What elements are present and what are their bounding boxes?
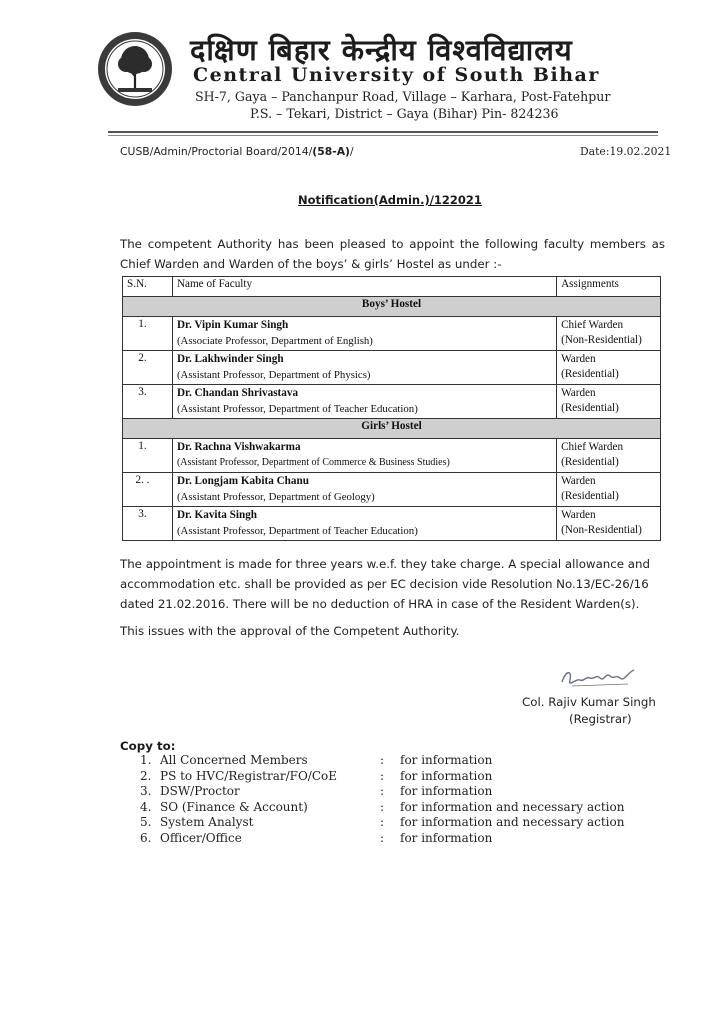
list-item	[140, 753, 640, 769]
item-recipient: PS to HVC/Registrar/FO/CoE	[160, 768, 338, 783]
item-recipient: DSW/Proctor	[160, 784, 240, 798]
assignment-cell	[557, 385, 661, 419]
faculty-designation: (Assistant Professor, Department of Geology)	[176, 491, 375, 503]
assignment-cell	[557, 351, 661, 385]
item-purpose: for information and necessary action	[400, 799, 625, 814]
table-row	[123, 385, 661, 419]
item-separator: :	[380, 799, 385, 814]
serial-number: 2.	[123, 351, 173, 385]
faculty-name: Dr. Kavita Singh	[176, 509, 258, 521]
address-line-2: P.S. – Tekari, District – Gaya (Bihar) Pin- 824236	[250, 106, 559, 121]
table-row	[123, 317, 661, 351]
assignment-type: (Residential)	[561, 490, 619, 502]
item-number: 3.	[140, 784, 152, 798]
list-item	[140, 831, 640, 847]
faculty-designation: (Assistant Professor, Department of Teacher Education)	[176, 525, 418, 537]
faculty-name: Dr. Chandan Shrivastava	[176, 387, 299, 399]
assignment-type: (Non-Residential)	[561, 334, 642, 346]
approval-line: This issues with the approval of the Competent Authority.	[120, 624, 460, 638]
item-purpose: for information	[400, 784, 493, 798]
item-separator: :	[380, 784, 385, 798]
item-recipient: All Concerned Members	[160, 753, 308, 767]
assignment-role: Warden	[561, 475, 596, 487]
list-item	[140, 815, 640, 831]
faculty-designation: (Assistant Professor, Department of Physics)	[176, 369, 371, 381]
letterhead-divider-thin	[108, 135, 658, 136]
item-separator: :	[380, 815, 385, 829]
faculty-designation: (Associate Professor, Department of English)	[176, 335, 373, 347]
faculty-cell	[172, 351, 556, 385]
copy-to-list	[140, 753, 640, 846]
faculty-designation: (Assistant Professor, Department of Commerce & Business Studies)	[176, 457, 450, 468]
university-logo-icon	[96, 30, 174, 108]
column-header-assignments: Assignments	[557, 277, 661, 297]
assignment-type: (Non-Residential)	[561, 524, 642, 536]
item-purpose: for information and necessary action	[400, 815, 625, 829]
table-row	[123, 507, 661, 541]
assignment-type: (Residential)	[561, 456, 619, 468]
item-recipient: SO (Finance & Account)	[160, 799, 308, 814]
assignment-cell	[557, 507, 661, 541]
faculty-name: Dr. Vipin Kumar Singh	[176, 319, 289, 331]
faculty-name: Dr. Longjam Kabita Chanu	[176, 475, 309, 487]
serial-number: 3.	[123, 507, 173, 541]
serial-number: 1.	[123, 317, 173, 351]
copy-to-heading: Copy to:	[120, 739, 176, 753]
serial-number: 2. .	[123, 473, 173, 507]
university-name-english: Central University of South Bihar	[193, 64, 600, 86]
document-date: Date:19.02.2021	[580, 145, 672, 158]
item-purpose: for information	[400, 830, 493, 845]
item-number: 4.	[140, 799, 152, 814]
faculty-cell	[172, 439, 556, 473]
serial-number: 3.	[123, 385, 173, 419]
section-title: Girls’ Hostel	[123, 419, 661, 439]
faculty-cell	[172, 317, 556, 351]
column-header-name: Name of Faculty	[172, 277, 556, 297]
table-row	[123, 351, 661, 385]
item-number: 2.	[140, 768, 152, 783]
faculty-cell	[172, 507, 556, 541]
item-recipient: Officer/Office	[160, 830, 242, 845]
reference-number: CUSB/Admin/Proctorial Board/2014/(58-A)/	[120, 145, 354, 158]
section-title: Boys’ Hostel	[123, 297, 661, 317]
item-separator: :	[380, 830, 385, 845]
assignment-role: Warden	[561, 387, 596, 399]
item-recipient: System Analyst	[160, 815, 254, 829]
assignment-type: (Residential)	[561, 368, 619, 380]
assignment-role: Chief Warden	[561, 441, 624, 453]
signature-icon	[558, 664, 638, 692]
letterhead-divider	[108, 131, 658, 133]
university-name-hindi: दक्षिण बिहार केन्द्रीय विश्वविद्यालय	[190, 33, 573, 67]
assignment-cell	[557, 317, 661, 351]
table-row	[123, 473, 661, 507]
faculty-name: Dr. Lakhwinder Singh	[176, 353, 284, 365]
notification-title: Notification(Admin.)/122021	[298, 193, 482, 207]
list-item	[140, 784, 640, 800]
intro-paragraph: The competent Authority has been pleased to appoint the following faculty members as Chief Warden and Warden of the boys’ & girls’ Hostel as under :-	[120, 237, 665, 271]
faculty-table	[122, 276, 661, 541]
table-header-row	[123, 277, 661, 297]
item-separator: :	[380, 768, 385, 783]
faculty-designation: (Assistant Professor, Department of Teacher Education)	[176, 403, 418, 415]
address-line-1: SH-7, Gaya – Panchanpur Road, Village – Karhara, Post-Fatehpur	[195, 89, 611, 104]
signatory-name: Col. Rajiv Kumar Singh	[522, 695, 656, 709]
section-header-girls	[123, 419, 661, 439]
list-item	[140, 769, 640, 785]
assignment-role: Warden	[561, 509, 596, 521]
faculty-cell	[172, 473, 556, 507]
assignment-cell	[557, 473, 661, 507]
item-number: 1.	[140, 753, 152, 767]
appointment-paragraph: The appointment is made for three years w.e.f. they take charge. A special allowance and accommodation etc. shall be provided as per EC decision vide Resolution No.13/EC-26/16 dated 21.02.2016. There will be no deduction of HRA in case of the Resident Warden(s).	[120, 557, 650, 611]
assignment-cell	[557, 439, 661, 473]
item-purpose: for information	[400, 768, 493, 783]
column-header-sn: S.N.	[123, 277, 173, 297]
assignment-type: (Residential)	[561, 402, 619, 414]
serial-number: 1.	[123, 439, 173, 473]
item-number: 5.	[140, 815, 152, 829]
item-number: 6.	[140, 830, 152, 845]
signatory-title: (Registrar)	[569, 712, 632, 726]
item-separator: :	[380, 753, 385, 767]
assignment-role: Warden	[561, 353, 596, 365]
section-header-boys	[123, 297, 661, 317]
list-item	[140, 800, 640, 816]
faculty-cell	[172, 385, 556, 419]
item-purpose: for information	[400, 753, 493, 767]
faculty-name: Dr. Rachna Vishwakarma	[176, 441, 301, 453]
assignment-role: Chief Warden	[561, 319, 624, 331]
table-row	[123, 439, 661, 473]
